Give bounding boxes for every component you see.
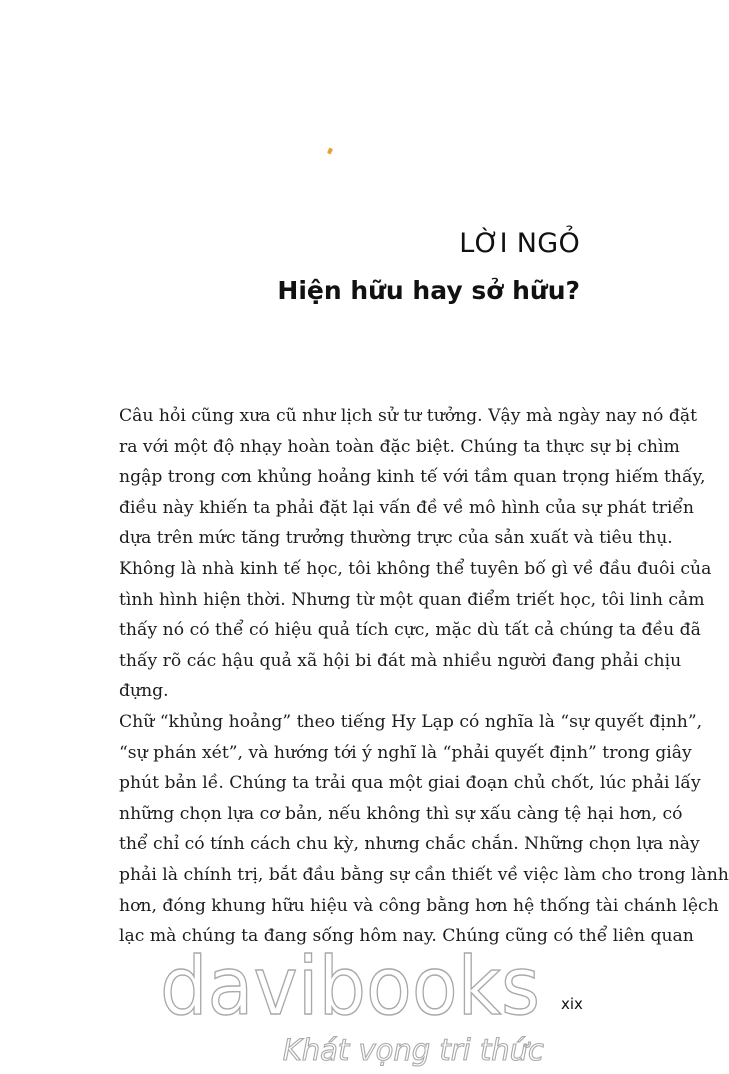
watermark-tagline: Khát vọng tri thức <box>282 1033 544 1067</box>
body-line: Chữ “khủng hoảng” theo tiếng Hy Lạp có nghĩa là “sự quyết định”, <box>119 711 703 732</box>
body-line: thấy rõ các hậu quả xã hội bi đát mà nhiều người đang phải chịu <box>119 650 682 671</box>
chapter-kicker: LỜI NGỎ <box>459 228 580 259</box>
body-line: tình hình hiện thời. Nhưng từ một quan điểm triết học, tôi linh cảm <box>119 589 705 610</box>
body-line: lạc mà chúng ta đang sống hôm nay. Chúng cũng có thể liên quan <box>119 926 694 947</box>
body-line: ngập trong cơn khủng hoảng kinh tế với tầm quan trọng hiếm thấy, <box>119 467 706 488</box>
body-line: đựng. <box>119 681 169 702</box>
chapter-title: Hiện hữu hay sở hữu? <box>277 276 580 305</box>
body-line: dựa trên mức tăng trưởng thường trực của sản xuất và tiêu thụ. <box>119 528 673 549</box>
body-line: Câu hỏi cũng xưa cũ như lịch sử tư tưởng. Vậy mà ngày nay nó đặt <box>119 406 697 426</box>
watermark-brand: davibooks <box>160 940 540 1033</box>
body-line: hơn, đóng khung hữu hiệu và công bằng hơn hệ thống tài chánh lệch <box>119 895 719 916</box>
body-line: thấy nó có thể có hiệu quả tích cực, mặc dù tất cả chúng ta đều đã <box>119 620 701 641</box>
body-line: những chọn lựa cơ bản, nếu không thì sự xấu càng tệ hại hơn, có <box>119 803 683 824</box>
page-number: xix <box>561 995 583 1013</box>
davibooks-watermark <box>150 928 550 1068</box>
body-line: điều này khiến ta phải đặt lại vấn đề về mô hình của sự phát triển <box>119 497 694 518</box>
body-line: thể chỉ có tính cách chu kỳ, nhưng chắc chắn. Những chọn lựa này <box>119 834 700 855</box>
body-line: ra với một độ nhạy hoàn toàn đặc biệt. Chúng ta thực sự bị chìm <box>119 436 680 457</box>
body-line: Không là nhà kinh tế học, tôi không thể tuyên bố gì về đầu đuôi của <box>119 558 712 579</box>
body-line: “sự phán xét”, và hướng tới ý nghĩ là “phải quyết định” trong giây <box>119 742 692 763</box>
body-line: phút bản lề. Chúng ta trải qua một giai đoạn chủ chốt, lúc phải lấy <box>119 773 701 794</box>
ink-speck <box>327 147 333 154</box>
body-text <box>119 401 729 952</box>
body-line: phải là chính trị, bắt đầu bằng sự cần thiết về việc làm cho trong lành <box>119 864 729 885</box>
